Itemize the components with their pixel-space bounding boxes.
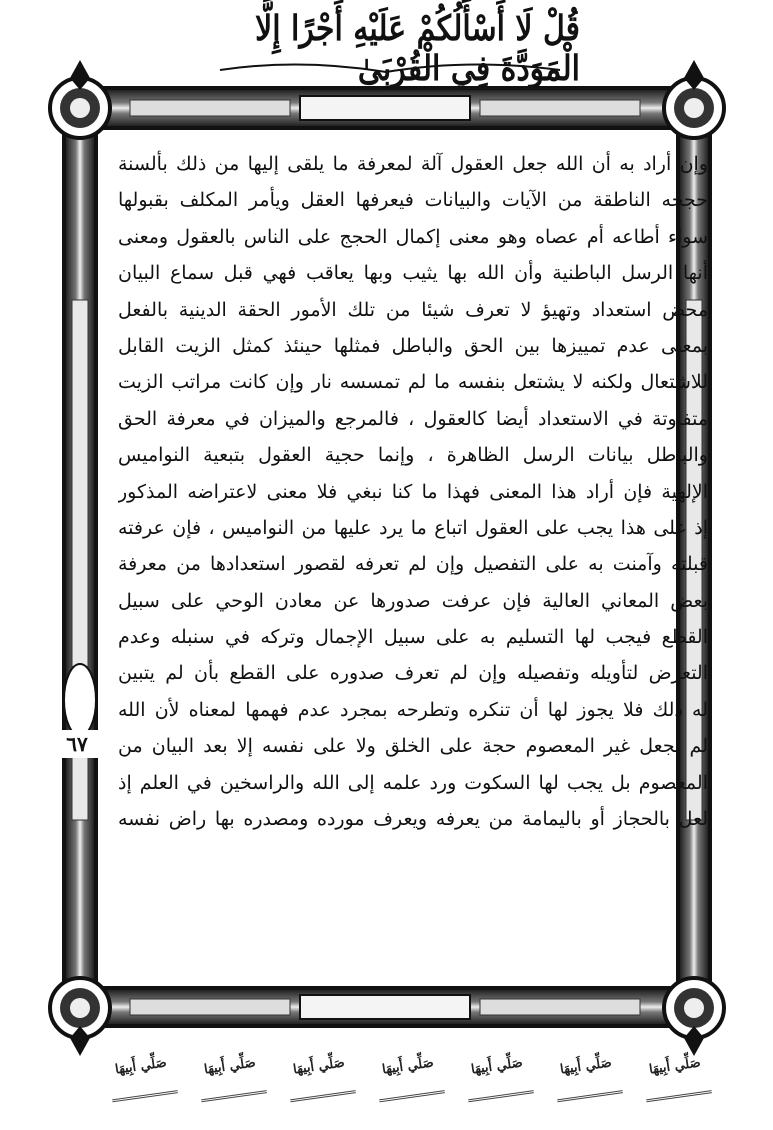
corner-ornament-top-right <box>664 60 724 138</box>
bottom-border <box>92 986 682 1028</box>
footer-calligraphy-item: صَلِّي أَبِيهَا <box>460 1032 534 1102</box>
left-border <box>62 120 98 1000</box>
text-line: محض استعداد وتهيؤ لا تعرف شيئا من تلك الأمور الحقة الدينية بالفعل <box>118 298 708 321</box>
footer-calligraphy-item: صَلِّي أَبِيهَا <box>104 1032 178 1102</box>
header-title-text: قُلْ لَا أَسْأَلُكُمْ عَلَيْهِ أَجْرًا إِلَّا الْمَوَدَّةَ فِي الْقُرْبَىٰ <box>255 8 580 90</box>
text-line: التعرض لتأويله وتفصيله وإن لم تعرف صدوره على القطع بأن لم يتبين <box>118 662 708 685</box>
text-line: إذ على هذا يجب على العقول اتباع ما يرد عليها من النواميس ، فإن عرفته <box>118 516 708 539</box>
footer-calligraphy-item: صَلِّي أَبِيهَا <box>371 1032 445 1102</box>
text-line: قبلته وآمنت به على التفصيل وإن لم تعرفه لقصور استعدادها من معرفة <box>118 553 708 576</box>
top-border <box>92 86 682 130</box>
text-line: وإن أراد به أن الله جعل العقول آلة لمعرفة ما يلقى إليها من ذلك بألسنة <box>118 153 708 175</box>
corner-ornament-bottom-left <box>50 978 110 1056</box>
text-line: للاشتعال ولكنه لا يشتعل بنفسه ما لم تمسسه نار وإن كانت مراتب الزيت <box>118 371 708 394</box>
footer-calligraphy-item: صَلِّي أَبِيهَا <box>193 1032 267 1102</box>
text-line: متفاوتة في الاستعداد أيضا كالعقول ، فالمرجع والميزان في معرفة الحق <box>118 407 708 430</box>
footer-calligraphy-item: صَلِّي أَبِيهَا <box>282 1032 356 1102</box>
text-line: له ذلك فلا يجوز لها أن تنكره وتطرحه بمجرد عدم فهمها لمعناه لأن الله <box>118 698 708 721</box>
text-line: سواء أطاعه أم عصاه وهو معنى إكمال الحجج على الناس بالعقول ومعنى <box>118 225 708 248</box>
text-line: أنها الرسل الباطنية وأن الله بها يثيب وبها يعاقب فهي قبل سماع البيان <box>118 262 708 285</box>
text-line: لم يجعل غير المعصوم حجة على الخلق ولا على نفسه إلا بعد البيان من <box>118 735 708 758</box>
header-calligraphy-title <box>200 8 580 90</box>
text-line: القطع فيجب لها التسليم به على سبيل الإجمال وتركه في سنبله وعدم <box>118 626 708 649</box>
text-line: الإلهية فإن أراد هذا المعنى فهذا ما كنا نبغي فلا معنى لاعتراضه المذكور <box>118 480 708 503</box>
corner-ornament-top-left <box>50 60 110 138</box>
text-line: والباطل بيانات الرسل الظاهرة ، وإنما حجية العقول بتبعية النواميس <box>118 444 708 467</box>
footer-calligraphy-row <box>108 1032 708 1102</box>
footer-calligraphy-item: صَلِّي أَبِيهَا <box>549 1032 623 1102</box>
text-line: لعل بالحجاز أو باليمامة من يعرفه ويعرف مورده ومصدره بها راض نفسه <box>118 808 708 831</box>
footer-calligraphy-item: صَلِّي أَبِيهَا <box>638 1032 712 1102</box>
text-line: بمعنى عدم تمييزها بين الحق والباطل فمثلها حينئذ كمثل الزيت القابل <box>118 334 708 357</box>
text-line: المعصوم بل يجب لها السكوت ورد علمه إلى الله والراسخين في العلم إذ <box>118 771 708 794</box>
text-line: بعض المعاني العالية فإن عرفت صدورها عن معادن الوحي على سبيل <box>118 589 708 612</box>
text-line: حججه الناطقة من الآيات والبيانات فيعرفها العقل ويأمر المكلف بقبولها <box>118 189 708 212</box>
page-number: ٦٧ <box>55 730 99 758</box>
body-text <box>118 146 708 837</box>
